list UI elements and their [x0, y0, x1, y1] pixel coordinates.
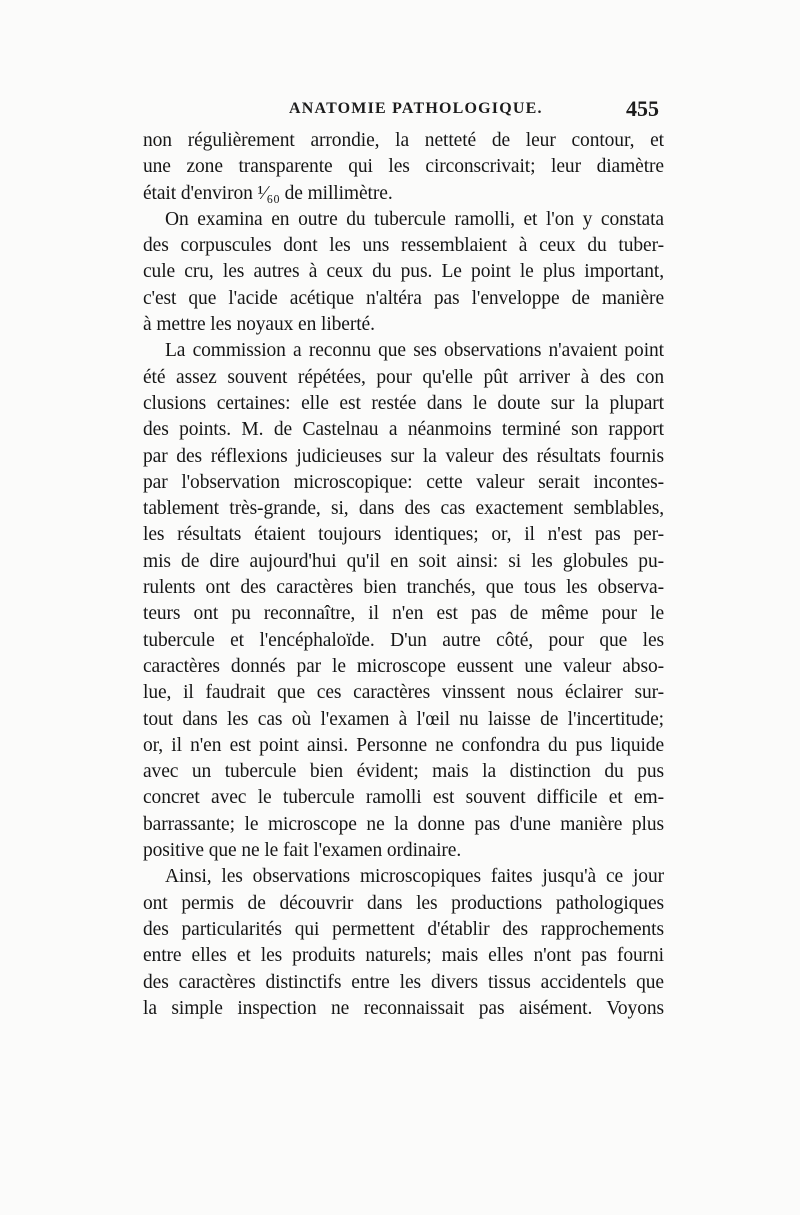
text-line: une zone transparente qui les circonscrivait; leur diamètre [143, 156, 664, 178]
text-line: tablement très-grande, si, dans des cas exactement semblables, [143, 498, 664, 520]
text-line: à mettre les noyaux en liberté. [143, 314, 375, 336]
text-line: concret avec le tubercule ramolli est souvent difficile et em- [143, 787, 664, 809]
text-line: rulents ont des caractères bien tranchés, que tous les observa- [143, 577, 664, 599]
paragraph-start-line: La commission a reconnu que ses observations n'avaient point [165, 340, 664, 362]
text-line: par des réflexions judicieuses sur la valeur des résultats fournis [143, 445, 664, 467]
text-line: teurs ont pu reconnaître, il n'en est pas de même pour le [143, 603, 664, 625]
paragraph-start-line: On examina en outre du tubercule ramolli, et l'on y constata [165, 208, 664, 230]
text-line: positive que ne le fait l'examen ordinaire. [143, 840, 462, 862]
text-line: par l'observation microscopique: cette valeur serait incontes- [143, 471, 664, 493]
text-line: ont permis de découvrir dans les productions pathologiques [143, 892, 664, 914]
body-text [143, 128, 664, 1022]
text-line: lue, il faudrait que ces caractères vinssent nous éclairer sur- [143, 682, 664, 704]
text-line: tubercule et l'encéphaloïde. D'un autre côté, pour que les [143, 629, 664, 651]
running-title: ANATOMIE PATHOLOGIQUE. [289, 100, 543, 117]
text-line: la simple inspection ne reconnaissait pas aisément. Voyons [143, 997, 664, 1019]
text-line: cule cru, les autres à ceux du pus. Le point le plus important, [143, 261, 664, 283]
text-line: clusions certaines: elle est restée dans le doute sur la plupart [143, 392, 664, 414]
text-line: entre elles et les produits naturels; mais elles n'ont pas fourni [143, 945, 664, 967]
running-head [143, 96, 663, 128]
text-line: tout dans les cas où l'examen à l'œil nu laisse de l'incertitude; [143, 708, 664, 730]
text-line: caractères donnés par le microscope eussent une valeur abso- [143, 655, 664, 677]
text-line: des corpuscules dont les uns ressemblaient à ceux du tuber- [143, 235, 664, 257]
text-line: des points. M. de Castelnau a néanmoins terminé son rapport [143, 419, 664, 441]
text-line: les résultats étaient toujours identiques; or, il n'est pas per- [143, 524, 664, 546]
page-number: 455 [626, 96, 659, 121]
text-line: barrassante; le microscope ne la donne pas d'une manière plus [143, 813, 664, 835]
text-line: mis de dire aujourd'hui qu'il en soit ainsi: si les globules pu- [143, 550, 664, 572]
text-line: non régulièrement arrondie, la netteté de leur contour, et [143, 130, 664, 151]
text-line: or, il n'en est point ainsi. Personne ne confondra du pus liquide [143, 734, 664, 756]
text-line: était d'environ ¹⁄₆₀ de millimètre. [143, 182, 393, 204]
text-line: c'est que l'acide acétique n'altéra pas l'enveloppe de manière [143, 287, 664, 309]
text-line: des caractères distinctifs entre les divers tissus accidentels que [143, 971, 664, 993]
text-line: des particularités qui permettent d'établir des rapprochements [143, 918, 664, 940]
paragraph-start-line: Ainsi, les observations microscopiques faites jusqu'à ce jour [165, 866, 664, 888]
text-line: été assez souvent répétées, pour qu'elle pût arriver à des con [143, 366, 664, 388]
text-line: avec un tubercule bien évident; mais la distinction du pus [143, 761, 664, 783]
